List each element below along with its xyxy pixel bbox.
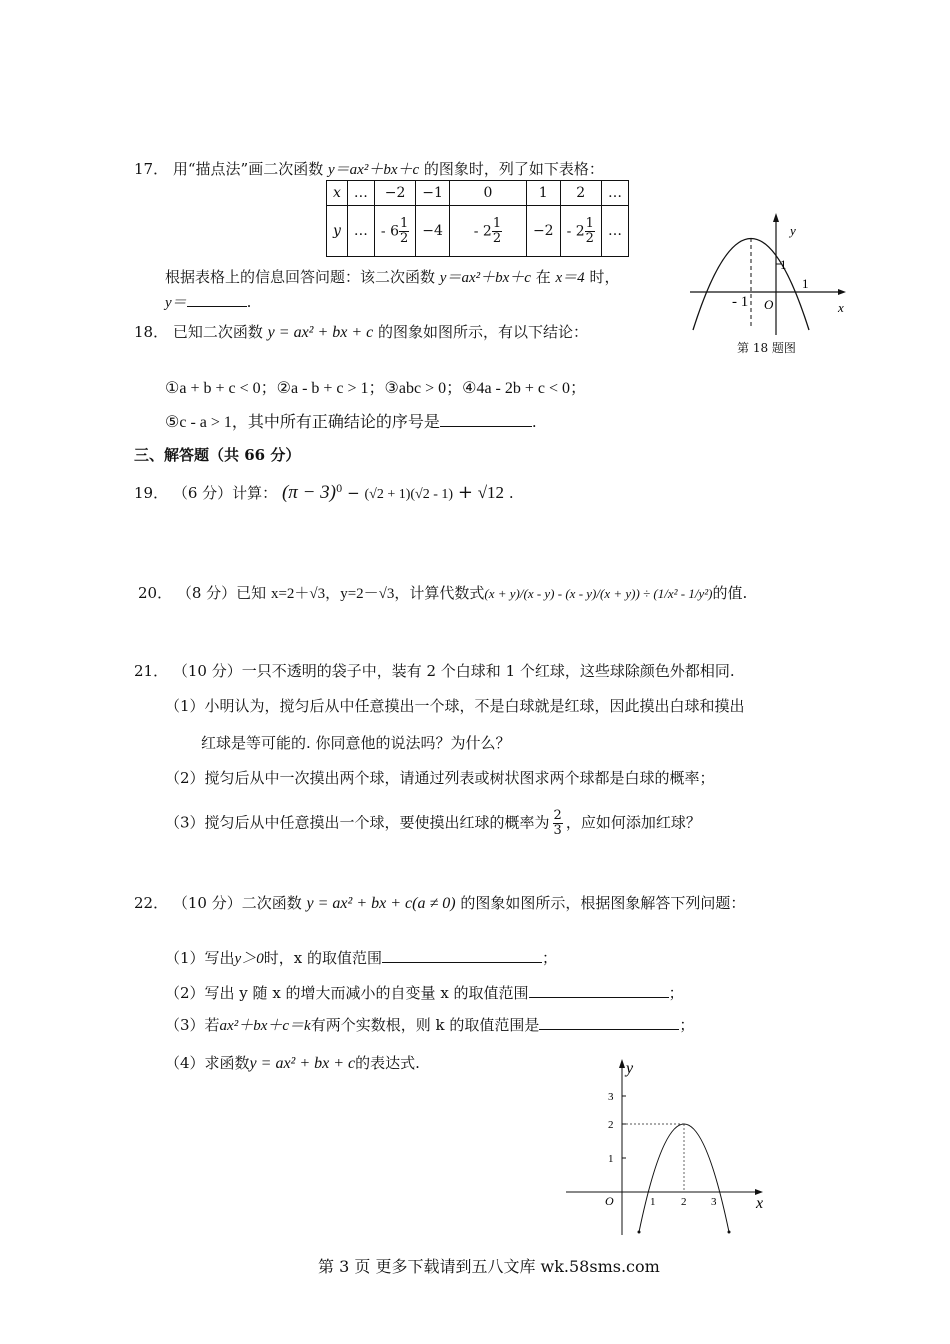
q18-line1 xyxy=(134,321,588,342)
q17-line3 xyxy=(165,291,251,312)
q20-separator: ， xyxy=(325,584,341,602)
q22-text: 的表达式. xyxy=(355,1054,420,1072)
tick-label: 3 xyxy=(608,1091,614,1103)
q17-intro: 用“描点法”画二次函数 xyxy=(172,160,324,178)
endpoint-dot xyxy=(638,1231,641,1234)
q22-text: 有两个实数根，则 k 的取值范围是 xyxy=(310,1016,540,1034)
q17-text: 在 xyxy=(535,268,551,286)
x-axis-arrow-icon xyxy=(838,289,846,295)
tick-label: 2 xyxy=(681,1196,687,1208)
q18-caption: 第 18 题图 xyxy=(737,341,796,355)
q20-line xyxy=(138,582,747,603)
fraction xyxy=(399,217,409,246)
q18-end: . xyxy=(531,413,537,431)
y-axis-label: y xyxy=(790,223,796,238)
q19-operator: + xyxy=(457,482,473,503)
q22-number: 22． xyxy=(134,894,169,912)
tick-label: - 1 xyxy=(732,294,749,310)
page-footer: 第 3 页 更多下载请到五八文库 wk.58sms.com xyxy=(318,1257,660,1276)
x-axis-label: x xyxy=(838,300,844,315)
q19-end: . xyxy=(508,484,514,502)
y-axis-arrow-icon xyxy=(619,1059,625,1068)
y-axis-arrow-icon xyxy=(773,213,779,222)
endpoint-dot xyxy=(728,1231,731,1234)
numerator: 2 xyxy=(553,808,562,823)
table-cell: −2 xyxy=(526,206,560,257)
tick-label: 1 xyxy=(608,1153,614,1165)
table-cell: 2 xyxy=(560,181,601,206)
q17-line1 xyxy=(134,158,604,179)
table-cell xyxy=(560,206,601,257)
q17-function: y＝ax²＋bx＋c xyxy=(328,162,420,178)
q22-text: （10 分）二次函数 xyxy=(172,894,302,912)
answer-blank[interactable] xyxy=(529,983,669,998)
mixed-number-whole: - 2 xyxy=(566,223,585,239)
answer-blank[interactable] xyxy=(187,292,247,307)
q22-text: （1）写出 xyxy=(165,949,235,967)
q22-text: （3）若 xyxy=(165,1016,220,1034)
q19-line xyxy=(134,482,514,504)
table-cell xyxy=(374,206,415,257)
q19-sqrt-term: √12 xyxy=(477,483,505,502)
denominator: 2 xyxy=(585,230,594,246)
q19-number: 19． xyxy=(134,484,169,502)
q22-part2 xyxy=(165,982,684,1003)
answer-blank[interactable] xyxy=(440,412,532,427)
denominator: 2 xyxy=(400,230,409,246)
q18-number: 18． xyxy=(134,323,169,341)
q18-text: ⑤c - a > 1，其中所有正确结论的序号是 xyxy=(165,414,440,431)
q22-part4 xyxy=(165,1052,420,1073)
table-cell: … xyxy=(601,206,628,257)
q17-function: y＝ax²＋bx＋c xyxy=(439,270,531,286)
table-cell: … xyxy=(601,181,628,206)
q17-end: . xyxy=(246,293,252,311)
table-cell xyxy=(449,206,526,257)
tick-label: 1 xyxy=(802,276,809,291)
q18-function: y = ax² + bx + c xyxy=(267,324,374,341)
q22-line1 xyxy=(134,892,745,913)
q21-text: （10 分）一只不透明的袋子中，装有 2 个白球和 1 个红球，这些球除颜色外都相同. xyxy=(172,662,735,680)
q21-number: 21． xyxy=(134,662,169,680)
q22-part1 xyxy=(165,947,557,968)
tick-label: 1 xyxy=(780,257,787,272)
q18-intro: 已知二次函数 xyxy=(172,323,263,341)
numerator: 1 xyxy=(492,215,502,231)
q20-expression: (x + y)/(x - y) - (x - y)/(x + y)) ÷ (1/x² - 1/y²) xyxy=(484,586,713,601)
tick-label: 2 xyxy=(608,1119,614,1131)
fraction xyxy=(585,217,595,246)
table-header-x: x xyxy=(327,181,348,206)
q19-operator: − xyxy=(347,484,360,502)
q21-text: （3）搅匀后从中任意摸出一个球，要使摸出红球的概率为 xyxy=(165,813,550,832)
table-cell: … xyxy=(347,181,374,206)
q21-part1a: （1）小明认为，搅匀后从中任意摸出一个球，不是白球就是红球，因此摸出白球和摸出 xyxy=(165,697,745,715)
q22-condition: y＞0 xyxy=(234,951,264,967)
origin-label: O xyxy=(605,1194,614,1208)
table-cell: −2 xyxy=(374,181,415,206)
answer-blank[interactable] xyxy=(539,1015,679,1030)
q17-line2 xyxy=(165,266,619,287)
q20-y-definition: y=2－√3 xyxy=(340,586,395,602)
x-axis-label: x xyxy=(756,1195,764,1212)
answer-blank[interactable] xyxy=(382,948,542,963)
q17-number: 17． xyxy=(134,160,169,178)
denominator: 2 xyxy=(492,230,502,246)
q19-pi-term: (π − 3) xyxy=(281,482,336,503)
q17-intro-end: 的图象时，列了如下表格： xyxy=(423,160,604,178)
denominator: 3 xyxy=(553,823,562,838)
q17-y-equals: y＝ xyxy=(165,295,187,311)
q20-x-definition: x=2＋√3 xyxy=(270,586,326,602)
y-axis-label: y xyxy=(626,1060,634,1077)
q22-equation: ax²＋bx＋c＝k xyxy=(219,1018,311,1034)
q18-conclusions-2 xyxy=(165,409,537,432)
table-cell: −1 xyxy=(416,181,450,206)
table-row-x xyxy=(327,181,629,206)
q20-text: （8 分）已知 xyxy=(176,584,267,602)
q21-line1 xyxy=(134,660,735,681)
q18-graph xyxy=(690,210,860,360)
q22-graph xyxy=(560,1055,775,1240)
q22-end: ； xyxy=(679,1016,695,1034)
q19-product-term: (√2 + 1)(√2 - 1) xyxy=(364,487,454,502)
q19-text: （6 分）计算： xyxy=(172,484,278,502)
q21-part3 xyxy=(165,809,701,838)
table-row-y xyxy=(327,206,629,257)
fraction xyxy=(553,809,563,838)
mixed-number-whole: - 6 xyxy=(380,223,400,239)
table-cell: … xyxy=(347,206,374,257)
q20-number: 20． xyxy=(138,584,173,602)
q22-function: y = ax² + bx + c(a ≠ 0) xyxy=(306,895,456,912)
table-cell: −4 xyxy=(416,206,450,257)
origin-label: O xyxy=(764,297,774,312)
q21-part2: （2）搅匀后从中一次摸出两个球，请通过列表或树状图求两个球都是白球的概率； xyxy=(165,769,715,787)
q22-text: （2）写出 y 随 x 的增大而减小的自变量 x 的取值范围 xyxy=(165,984,529,1002)
q21-part1b: 红球是等可能的. 你同意他的说法吗？为什么？ xyxy=(201,734,511,752)
numerator: 1 xyxy=(585,215,594,231)
tick-label: 3 xyxy=(711,1196,717,1208)
mixed-number-whole: - 2 xyxy=(473,223,492,239)
q22-end: ； xyxy=(541,949,557,967)
section-title: 三、解答题（共 66 分） xyxy=(134,446,301,464)
q17-text: 根据表格上的信息回答问题：该二次函数 xyxy=(165,268,436,286)
q18-conclusions-1: ①a + b + c < 0；②a - b + c > 1；③abc > 0；④4a - 2b + c < 0； xyxy=(165,380,587,397)
q22-text: 时，x 的取值范围 xyxy=(263,949,382,967)
table-header-y: y xyxy=(327,206,348,257)
q19-exponent: 0 xyxy=(335,484,343,495)
q22-text: （4）求函数 xyxy=(165,1054,250,1072)
q22-end: ； xyxy=(668,984,684,1002)
q17-text: 时， xyxy=(589,268,620,286)
table-cell: 1 xyxy=(526,181,560,206)
q22-part3 xyxy=(165,1014,694,1035)
q22-function: y = ax² + bx + c xyxy=(249,1055,356,1072)
fraction xyxy=(492,217,502,246)
q18-intro-end: 的图象如图所示，有以下结论： xyxy=(378,323,589,341)
q21-text: ，应如何添加红球？ xyxy=(565,813,701,832)
q22-text: 的图象如图所示，根据图象解答下列问题： xyxy=(460,894,746,912)
table-cell: 0 xyxy=(449,181,526,206)
tick-label: 1 xyxy=(650,1196,656,1208)
q17-condition: x＝4 xyxy=(555,270,585,286)
q20-text: 的值. xyxy=(712,584,748,602)
value-table xyxy=(326,180,629,257)
q20-text: ，计算代数式 xyxy=(394,584,485,602)
numerator: 1 xyxy=(400,215,409,231)
